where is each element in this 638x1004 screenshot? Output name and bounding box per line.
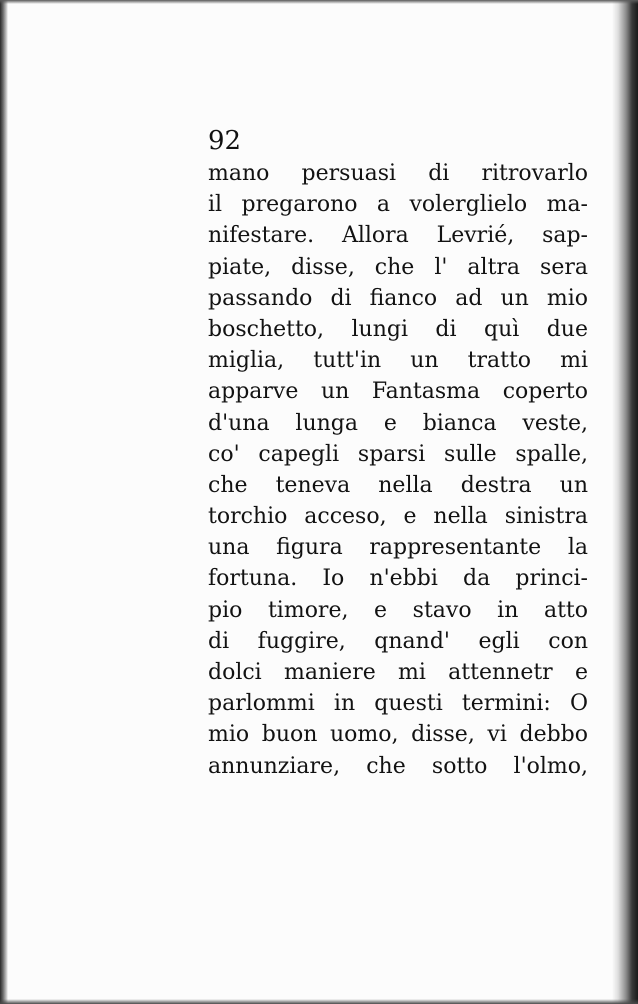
text-line: d'una lunga e bianca veste, (208, 410, 588, 436)
text-line: che teneva nella destra un (208, 472, 588, 498)
text-line: fortuna. Io n'ebbi da princi- (208, 566, 588, 592)
page-bottom-edge (0, 999, 638, 1004)
text-line: parlommi in questi termini: O (208, 691, 588, 717)
text-line: mio buon uomo, disse, vi debbo (208, 722, 588, 748)
body-text (208, 158, 588, 782)
text-line: una figura rappresentante la (208, 535, 588, 561)
page-number: 92 (208, 126, 242, 156)
text-line: annunziare, che sotto l'olmo, (208, 753, 588, 779)
text-line: co' capegli sparsi sulle spalle, (208, 441, 588, 467)
text-line: boschetto, lungi di quì due (208, 316, 588, 342)
text-line: miglia, tutt'in un tratto mi (208, 348, 588, 374)
text-line: dolci maniere mi attennetr e (208, 660, 588, 685)
page-left-edge (0, 0, 8, 1004)
text-line: pio timore, e stavo in atto (208, 597, 588, 623)
text-line: nifestare. Allora Levrié, sap- (208, 223, 588, 249)
text-line: apparve un Fantasma coperto (208, 379, 588, 405)
text-line: mano persuasi di ritrovarlo (208, 161, 588, 186)
text-line: il pregarono a volerglielo ma- (208, 192, 588, 218)
text-line: passando di fianco ad un mio (208, 285, 588, 311)
text-line: piate, disse, che l' altra sera (208, 254, 588, 280)
text-line: torchio acceso, e nella sinistra (208, 504, 588, 530)
page-top-edge (0, 0, 638, 4)
page-right-edge (612, 0, 638, 1004)
text-line: di fuggire, qnand' egli con (208, 628, 588, 654)
